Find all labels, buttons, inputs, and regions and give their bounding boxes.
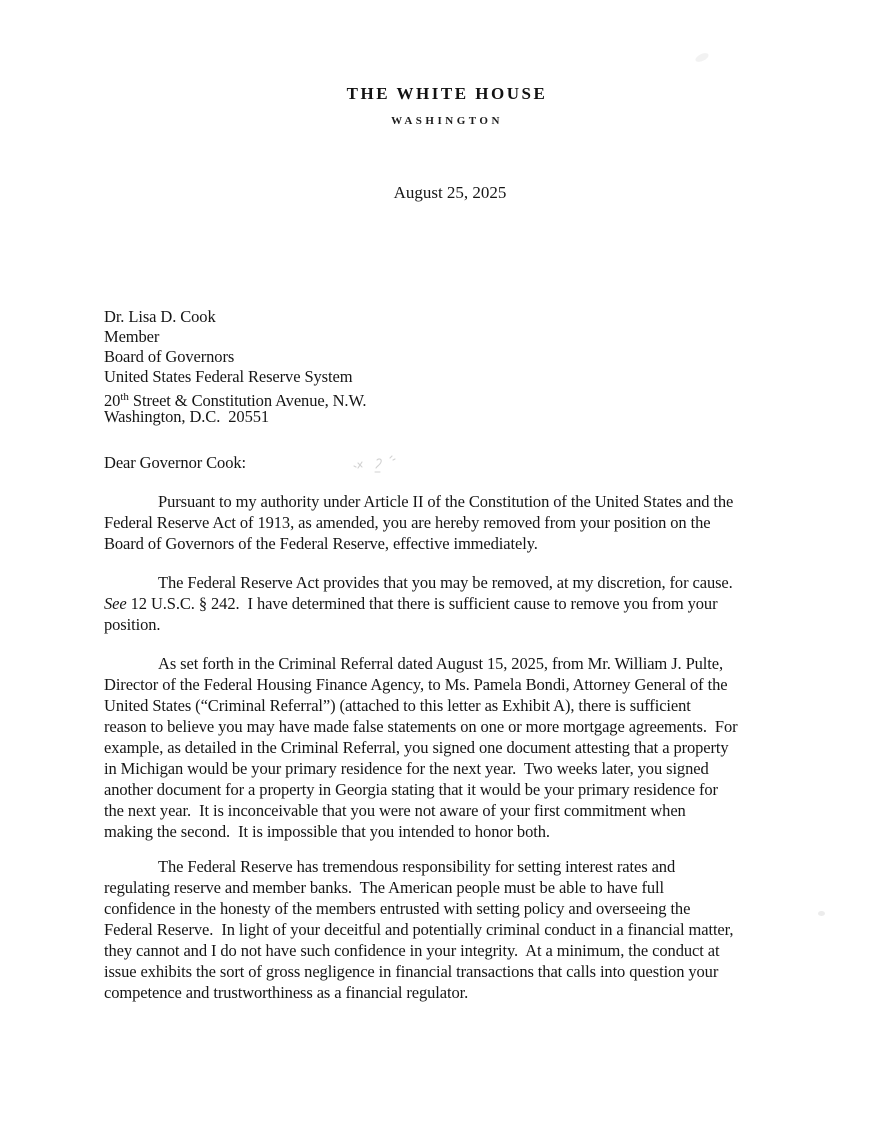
text-line: making the second. It is impossible that you intended to honor both. xyxy=(104,822,550,841)
text-line: they cannot and I do not have such confidence in your integrity. At a minimum, the conduct at xyxy=(104,941,720,960)
text-line: United States (“Criminal Referral”) (attached to this letter as Exhibit A), there is sufficient xyxy=(104,696,691,715)
text-line: confidence in the honesty of the members entrusted with setting policy and overseeing the xyxy=(104,899,691,918)
salutation: Dear Governor Cook: xyxy=(104,453,246,472)
text-line: the next year. It is inconceivable that you were not aware of your first commitment when xyxy=(104,801,686,820)
paragraph-statute xyxy=(104,572,733,635)
scan-smear-artifact xyxy=(694,51,710,63)
scan-dot-artifact xyxy=(818,911,825,916)
text-line: another document for a property in Georgia stating that it would be your primary residence for xyxy=(104,780,718,799)
letterhead-title: THE WHITE HOUSE xyxy=(346,84,548,103)
text-line: 20th Street & Constitution Avenue, N.W. xyxy=(104,391,367,410)
text-line: The Federal Reserve Act provides that you may be removed, at my discretion, for cause. xyxy=(158,573,733,592)
text-line: Director of the Federal Housing Finance Agency, to Ms. Pamela Bondi, Attorney General of the xyxy=(104,675,728,694)
text-line: regulating reserve and member banks. The American people must be able to have full xyxy=(104,878,664,897)
text-line: Board of Governors of the Federal Reserve, effective immediately. xyxy=(104,534,538,553)
recipient-address xyxy=(104,307,366,427)
text-line: example, as detailed in the Criminal Referral, you signed one document attesting that a property xyxy=(104,738,729,757)
text-line: Federal Reserve. In light of your deceitful and potentially criminal conduct in a financial matter, xyxy=(104,920,734,939)
text-line: Washington, D.C. 20551 xyxy=(104,407,270,426)
text-line: position. xyxy=(104,615,161,634)
letterhead-subtitle: WASHINGTON xyxy=(391,115,503,127)
letter-date: August 25, 2025 xyxy=(393,183,507,202)
text-line: See 12 U.S.C. § 242. I have determined that there is sufficient cause to remove you from your xyxy=(104,594,718,613)
text-line: Federal Reserve Act of 1913, as amended, you are hereby removed from your position on the xyxy=(104,513,711,532)
text-line: Dr. Lisa D. Cook xyxy=(104,307,216,326)
text-line: Pursuant to my authority under Article II of the Constitution of the United States and the xyxy=(158,492,734,511)
paragraph-confidence xyxy=(104,856,733,1003)
text-line: The Federal Reserve has tremendous responsibility for setting interest rates and xyxy=(158,857,676,876)
text-line: As set forth in the Criminal Referral dated August 15, 2025, from Mr. William J. Pulte, xyxy=(158,654,724,673)
text-line: in Michigan would be your primary residence for the next year. Two weeks later, you signed xyxy=(104,759,709,778)
paragraph-removal xyxy=(104,491,733,554)
paragraph-criminal-referral xyxy=(104,653,738,842)
text-line: Member xyxy=(104,327,160,346)
text-line: competence and trustworthiness as a financial regulator. xyxy=(104,983,469,1002)
text-line: issue exhibits the sort of gross negligence in financial transactions that calls into question your xyxy=(104,962,719,981)
text-line: United States Federal Reserve System xyxy=(104,367,353,386)
text-line: reason to believe you may have made false statements on one or more mortgage agreements. For xyxy=(104,717,738,736)
text-line: Board of Governors xyxy=(104,347,235,366)
pencil-smudge-artifact xyxy=(346,452,402,488)
